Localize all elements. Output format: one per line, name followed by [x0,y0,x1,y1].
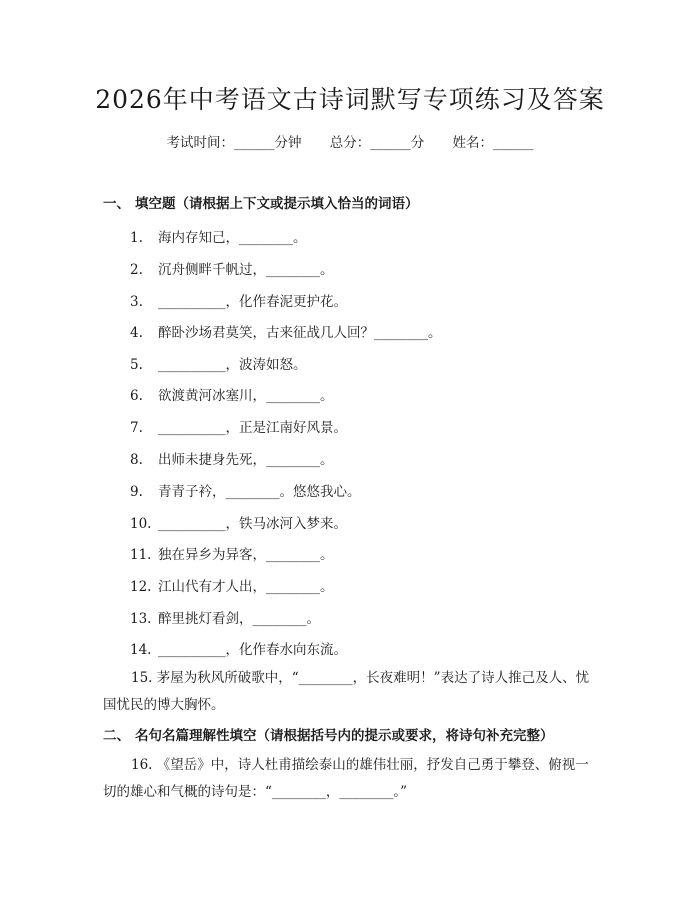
question-item: 4. 醉卧沙场君莫笑，古来征战几人回？________。 [130,325,442,341]
question-item: 1. 海内存知己，________。 [130,230,307,246]
question-item: 3. __________，化作春泥更护花。 [130,294,347,310]
exam-info [0,131,700,151]
question-item: 12. 江山代有才人出，________。 [130,579,334,595]
section-1-number: 一、 [103,196,130,212]
question-item: 8. 出师未捷身先死，________。 [130,452,334,468]
question-item: 9. 青青子衿，________。悠悠我心。 [130,484,361,500]
section-1-title: 填空题（请根据上下文或提示填入恰当的词语） [135,196,419,212]
question-item: 2. 沉舟侧畔千帆过，________。 [130,262,334,278]
section-2-number: 二、 [103,728,130,744]
question-item: 10. __________，铁马冰河入梦来。 [130,516,347,532]
section-1-heading [103,192,419,212]
question-item: 13. 醉里挑灯看剑，________。 [130,611,320,627]
section-2-heading [103,724,554,744]
question-item: 14. __________，化作春水向东流。 [130,642,347,658]
question-15: 15. 茅屋为秋风所破歌中，“________，长夜难明！”表达了诗人推己及人、忧国忧民的博大胸怀。 [103,670,590,713]
question-item: 7. __________，正是江南好风景。 [130,420,347,436]
exam-score: 总分：______分 [329,135,425,151]
question-16: 16. 《望岳》中，诗人杜甫描绘泰山的雄伟壮丽，抒发自己勇于攀登、俯视一切的雄心和气概的诗句是：“________，________。” [103,757,589,800]
question-item: 11. 独在异乡为异客，________。 [130,547,334,563]
question-item: 6. 欲渡黄河冰塞川，________。 [130,388,334,404]
exam-name: 姓名：______ [452,135,534,151]
section-2-title: 名句名篇理解性填空（请根据括号内的提示或要求，将诗句补充完整） [135,728,554,744]
question-item: 5. __________，波涛如怒。 [130,357,307,373]
exam-time: 考试时间：______分钟 [166,135,302,151]
page-title: 2026年中考语文古诗词默写专项练习及答案 [95,85,605,114]
